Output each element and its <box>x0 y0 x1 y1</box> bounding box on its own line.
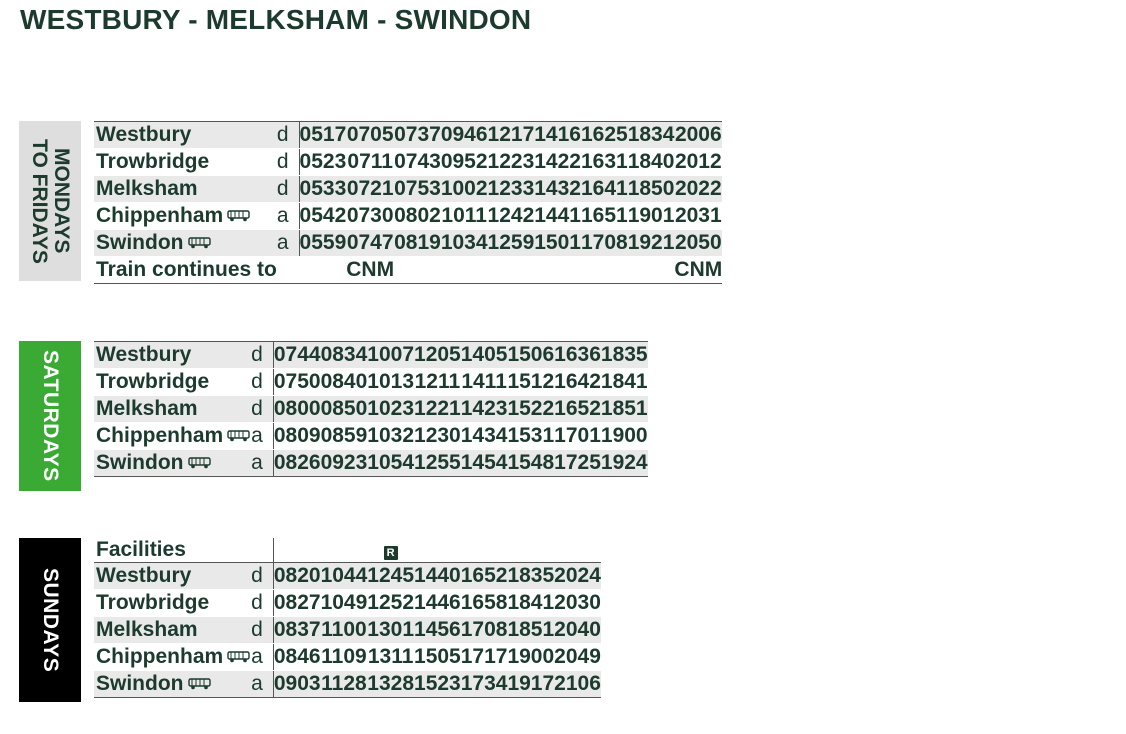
time-cell: 1328 <box>367 671 414 698</box>
tab-saturdays <box>19 341 81 491</box>
time-cell: 0721 <box>346 176 394 203</box>
facility-cell <box>367 538 414 563</box>
time-cell: 1701 <box>554 423 601 450</box>
arrive-depart-marker: a <box>251 671 273 698</box>
station-name-cell <box>94 423 251 450</box>
station-name: Westbury <box>96 343 192 366</box>
time-cell: 0837 <box>273 617 320 644</box>
time-cell: 1422 <box>534 149 581 176</box>
time-cell: 2049 <box>554 644 601 671</box>
timetable-row <box>94 149 722 176</box>
continues-destination: CNM <box>346 257 394 284</box>
bus-icon <box>188 457 212 469</box>
time-cell: 0517 <box>299 122 346 149</box>
time-cell: 0705 <box>346 122 394 149</box>
tab-label: MONDAYS TO FRIDAYS <box>28 138 73 264</box>
station-name: Chippenham <box>96 424 224 447</box>
time-cell: 1311 <box>367 644 414 671</box>
station-name: Swindon <box>96 672 184 695</box>
time-cell: 0533 <box>299 176 346 203</box>
continues-label: Train continues to <box>94 257 277 284</box>
time-cell: 2030 <box>554 590 601 617</box>
time-cell: 1252 <box>367 590 414 617</box>
time-cell: 1840 <box>628 149 675 176</box>
bus-icon <box>227 210 251 222</box>
time-cell: 0744 <box>273 342 320 369</box>
time-cell: 1223 <box>488 149 535 176</box>
time-cell: 2031 <box>674 203 722 230</box>
time-cell: 0711 <box>346 149 394 176</box>
arrive-depart-marker: d <box>251 590 273 617</box>
bus-icon <box>227 430 251 442</box>
continues-destination <box>628 257 675 284</box>
station-name-cell <box>94 122 277 149</box>
time-cell: 1245 <box>367 563 414 590</box>
time-cell: 1851 <box>601 396 648 423</box>
facility-cell <box>414 538 461 563</box>
bus-icon <box>188 237 212 249</box>
timetable-saturdays <box>94 341 648 477</box>
time-cell: 1301 <box>367 617 414 644</box>
time-cell: 1924 <box>601 450 648 477</box>
station-name: Melksham <box>96 177 198 200</box>
time-cell: 1034 <box>441 230 488 257</box>
continues-destination <box>299 257 346 284</box>
station-name-cell <box>94 230 277 257</box>
station-name: Trowbridge <box>96 591 210 614</box>
timetable-row <box>94 563 601 590</box>
time-cell: 1100 <box>321 617 368 644</box>
time-cell: 1841 <box>601 369 648 396</box>
arrive-depart-marker: a <box>277 203 299 230</box>
timetable-row <box>94 617 601 644</box>
station-name-cell <box>94 149 277 176</box>
arrive-depart-marker: d <box>251 369 273 396</box>
station-name: Westbury <box>96 123 192 146</box>
time-cell: 1049 <box>321 590 368 617</box>
time-cell: 1631 <box>581 149 628 176</box>
tab-label: SUNDAYS <box>39 567 62 673</box>
time-cell: 1851 <box>507 617 554 644</box>
station-name: Trowbridge <box>96 370 210 393</box>
time-cell: 2006 <box>674 122 722 149</box>
timetable-mondays-to-fridays <box>94 121 722 284</box>
station-name: Westbury <box>96 564 192 587</box>
time-cell: 1233 <box>488 176 535 203</box>
facility-cell <box>321 538 368 563</box>
station-name: Swindon <box>96 231 184 254</box>
facility-cell <box>273 538 320 563</box>
time-cell: 1205 <box>414 342 461 369</box>
time-cell: 1013 <box>367 369 414 396</box>
timetable-row <box>94 644 601 671</box>
station-name: Swindon <box>96 451 184 474</box>
time-cell: 1211 <box>414 369 461 396</box>
time-cell: 2012 <box>674 149 722 176</box>
time-cell: 1522 <box>507 396 554 423</box>
time-cell: 1658 <box>461 590 508 617</box>
station-name: Chippenham <box>96 204 224 227</box>
time-cell: 1454 <box>461 450 508 477</box>
station-name-cell <box>94 176 277 203</box>
time-cell: 1636 <box>554 342 601 369</box>
station-name-cell <box>94 369 251 396</box>
time-cell: 1054 <box>367 450 414 477</box>
arrive-depart-marker: d <box>277 176 299 203</box>
station-name-cell <box>94 590 251 617</box>
time-cell: 2024 <box>554 563 601 590</box>
time-cell: 1434 <box>461 423 508 450</box>
time-cell: 1725 <box>554 450 601 477</box>
time-cell: 0820 <box>273 563 320 590</box>
continues-destination <box>394 257 441 284</box>
time-cell: 1230 <box>414 423 461 450</box>
time-cell: 1652 <box>461 563 508 590</box>
station-name: Melksham <box>96 397 198 420</box>
arrive-depart-marker: d <box>277 149 299 176</box>
continues-destination <box>441 257 488 284</box>
time-cell: 0730 <box>346 203 394 230</box>
time-cell: 1708 <box>461 617 508 644</box>
timetable-row <box>94 423 648 450</box>
time-cell: 1501 <box>534 230 581 257</box>
time-cell: 1456 <box>414 617 461 644</box>
time-cell: 1512 <box>507 369 554 396</box>
timetable-sundays <box>94 538 601 698</box>
time-cell: 1221 <box>414 396 461 423</box>
station-name-cell <box>94 450 251 477</box>
time-cell: 2106 <box>554 671 601 698</box>
timetable-row <box>94 369 648 396</box>
time-cell: 1651 <box>581 203 628 230</box>
time-cell: 1506 <box>507 342 554 369</box>
tab-sundays <box>19 538 81 702</box>
facilities-label: Facilities <box>94 538 251 563</box>
arrive-depart-marker: a <box>251 423 273 450</box>
station-name-cell <box>94 342 251 369</box>
arr-dep-blank <box>277 257 299 284</box>
timetable-row <box>94 671 601 698</box>
arrive-depart-marker: a <box>251 450 273 477</box>
time-cell: 1044 <box>321 563 368 590</box>
station-name-cell <box>94 563 251 590</box>
arrive-depart-marker: d <box>251 563 273 590</box>
time-cell: 1835 <box>601 342 648 369</box>
time-cell: 0800 <box>273 396 320 423</box>
station-name: Melksham <box>96 618 198 641</box>
arrive-depart-marker: d <box>251 396 273 423</box>
timetable-row <box>94 122 722 149</box>
time-cell: 1242 <box>488 203 535 230</box>
bus-icon <box>188 678 212 690</box>
timetable-row <box>94 230 722 257</box>
tab-mondays-to-fridays <box>19 121 81 281</box>
time-cell: 1128 <box>321 671 368 698</box>
time-cell: 1411 <box>461 369 508 396</box>
time-cell: 1011 <box>441 203 488 230</box>
station-name-cell <box>94 671 251 698</box>
arrive-depart-marker: d <box>251 617 273 644</box>
time-cell: 0542 <box>299 203 346 230</box>
time-cell: 2040 <box>554 617 601 644</box>
time-cell: 1642 <box>554 369 601 396</box>
time-cell: 1548 <box>507 450 554 477</box>
time-cell: 1002 <box>441 176 488 203</box>
time-cell: 1007 <box>367 342 414 369</box>
time-cell: 1708 <box>581 230 628 257</box>
time-cell: 0923 <box>321 450 368 477</box>
timetable-row <box>94 590 601 617</box>
page-title: WESTBURY - MELKSHAM - SWINDON <box>20 4 532 35</box>
time-cell: 0859 <box>321 423 368 450</box>
time-cell: 1917 <box>507 671 554 698</box>
time-cell: 1900 <box>601 423 648 450</box>
time-cell: 0846 <box>273 644 320 671</box>
time-cell: 1901 <box>628 203 675 230</box>
time-cell: 1505 <box>414 644 461 671</box>
station-name: Chippenham <box>96 645 224 668</box>
time-cell: 1432 <box>534 176 581 203</box>
time-cell: 1641 <box>581 176 628 203</box>
facilities-row <box>94 538 601 563</box>
time-cell: 0903 <box>273 671 320 698</box>
continues-destination <box>534 257 581 284</box>
facility-cell <box>461 538 508 563</box>
timetable-row <box>94 176 722 203</box>
time-cell: 1441 <box>534 203 581 230</box>
time-cell: 2022 <box>674 176 722 203</box>
time-cell: 1405 <box>461 342 508 369</box>
time-cell: 1109 <box>321 644 368 671</box>
time-cell: 0802 <box>394 203 441 230</box>
arrive-depart-marker: a <box>251 644 273 671</box>
time-cell: 1835 <box>507 563 554 590</box>
time-cell: 0826 <box>273 450 320 477</box>
time-cell: 0559 <box>299 230 346 257</box>
time-cell: 0827 <box>273 590 320 617</box>
time-cell: 0946 <box>441 122 488 149</box>
arrive-depart-marker: d <box>277 122 299 149</box>
facility-cell <box>507 538 554 563</box>
time-cell: 1652 <box>554 396 601 423</box>
continues-destination: CNM <box>674 257 722 284</box>
time-cell: 0834 <box>321 342 368 369</box>
time-cell: 1841 <box>507 590 554 617</box>
time-cell: 0747 <box>346 230 394 257</box>
tab-label: SATURDAYS <box>39 350 62 482</box>
arrive-depart-marker: d <box>251 342 273 369</box>
time-cell: 1834 <box>628 122 675 149</box>
timetable-row <box>94 342 648 369</box>
time-cell: 0523 <box>299 149 346 176</box>
station-name-cell <box>94 203 277 230</box>
time-cell: 1446 <box>414 590 461 617</box>
time-cell: 1416 <box>534 122 581 149</box>
time-cell: 1023 <box>367 396 414 423</box>
time-cell: 1523 <box>414 671 461 698</box>
time-cell: 1734 <box>461 671 508 698</box>
continues-row <box>94 257 722 284</box>
time-cell: 0840 <box>321 369 368 396</box>
time-cell: 0952 <box>441 149 488 176</box>
arr-dep-blank <box>251 538 273 563</box>
timetable-row <box>94 203 722 230</box>
time-cell: 1217 <box>488 122 535 149</box>
time-cell: 1440 <box>414 563 461 590</box>
time-cell: 1717 <box>461 644 508 671</box>
station-name-cell <box>94 644 251 671</box>
time-cell: 1850 <box>628 176 675 203</box>
time-cell: 1032 <box>367 423 414 450</box>
continues-destination <box>488 257 535 284</box>
time-cell: 1625 <box>581 122 628 149</box>
time-cell: 0809 <box>273 423 320 450</box>
restaurant-icon: R <box>384 546 398 560</box>
time-cell: 0753 <box>394 176 441 203</box>
time-cell: 1259 <box>488 230 535 257</box>
station-name: Trowbridge <box>96 150 210 173</box>
station-name-cell <box>94 396 251 423</box>
facility-cell <box>554 538 601 563</box>
bus-icon <box>227 651 251 663</box>
timetable-row <box>94 396 648 423</box>
station-name-cell <box>94 617 251 644</box>
time-cell: 0737 <box>394 122 441 149</box>
arrive-depart-marker: a <box>277 230 299 257</box>
time-cell: 2050 <box>674 230 722 257</box>
time-cell: 1921 <box>628 230 675 257</box>
time-cell: 0750 <box>273 369 320 396</box>
timetable-row <box>94 450 648 477</box>
time-cell: 0743 <box>394 149 441 176</box>
time-cell: 1423 <box>461 396 508 423</box>
time-cell: 1531 <box>507 423 554 450</box>
time-cell: 1255 <box>414 450 461 477</box>
time-cell: 1900 <box>507 644 554 671</box>
continues-destination <box>581 257 628 284</box>
time-cell: 0819 <box>394 230 441 257</box>
time-cell: 0850 <box>321 396 368 423</box>
